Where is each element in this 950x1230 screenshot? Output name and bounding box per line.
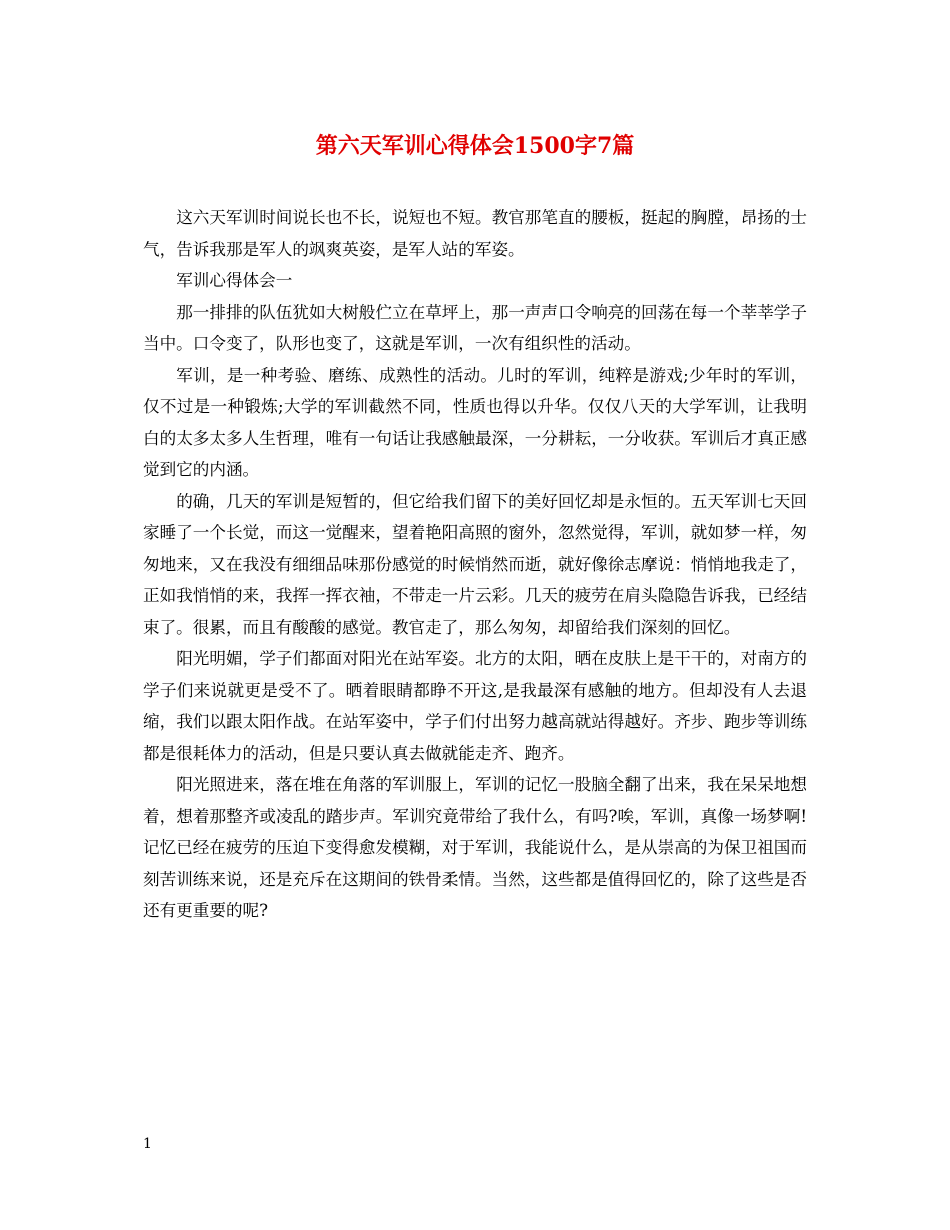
document-body bbox=[143, 202, 807, 927]
paragraph: 的确，几天的军训是短暂的，但它给我们留下的美好回忆却是永恒的。五天军训七天回家睡了一个长觉，而这一觉醒来，望着艳阳高照的窗外，忽然觉得，军训，就如梦一样，匆匆地来，又在我没有细细品味那份感觉的时候悄然而逝，就好像徐志摩说：悄悄地我走了，正如我悄悄的来，我挥一挥衣袖，不带走一片云彩。几天的疲劳在肩头隐隐告诉我，已经结束了。很累，而且有酸酸的感觉。教官走了，那么匆匆，却留给我们深刻的回忆。 bbox=[143, 491, 807, 637]
paragraph: 阳光明媚，学子们都面对阳光在站军姿。北方的太阳，晒在皮肤上是干干的，对南方的学子们来说就更是受不了。晒着眼睛都睁不开这,是我最深有感触的地方。但却没有人去退缩，我们以跟太阳作战。在站军姿中，学子们付出努力越高就站得越好。齐步、跑步等训练都是很耗体力的活动，但是只要认真去做就能走齐、跑齐。 bbox=[143, 649, 807, 763]
paragraph: 阳光照进来，落在堆在角落的军训服上，军训的记忆一股脑全翻了出来，我在呆呆地想着，想着那整齐或凌乱的踏步声。军训究竟带给了我什么，有吗?唉，军训，真像一场梦啊!记忆已经在疲劳的压迫下变得愈发模糊，对于军训，我能说什么，是从崇高的为保卫祖国而刻苦训练来说，还是充斥在这期间的铁骨柔情。当然，这些都是值得回忆的，除了这些是否还有更重要的呢? bbox=[143, 775, 807, 920]
paragraph: 这六天军训时间说长也不长，说短也不短。教官那笔直的腰板，挺起的胸膛，昂扬的士气，告诉我那是军人的飒爽英姿，是军人站的军姿。 bbox=[143, 208, 807, 259]
page-number: 1 bbox=[143, 1136, 152, 1152]
paragraph: 军训，是一种考验、磨练、成熟性的活动。儿时的军训，纯粹是游戏;少年时的军训，仅不过是一种锻炼;大学的军训截然不同，性质也得以升华。仅仅八天的大学军训，让我明白的太多太多人生哲理，唯有一句话让我感触最深，一分耕耘，一分收获。军训后才真正感觉到它的内涵。 bbox=[143, 365, 807, 479]
section-heading: 军训心得体会一 bbox=[176, 271, 293, 290]
paragraph: 那一排排的队伍犹如大树般伫立在草坪上，那一声声口令响亮的回荡在每一个莘莘学子当中。口令变了，队形也变了，这就是军训，一次有组织性的活动。 bbox=[143, 302, 807, 353]
document-title: 第六天军训心得体会1500字7篇 bbox=[315, 133, 635, 159]
